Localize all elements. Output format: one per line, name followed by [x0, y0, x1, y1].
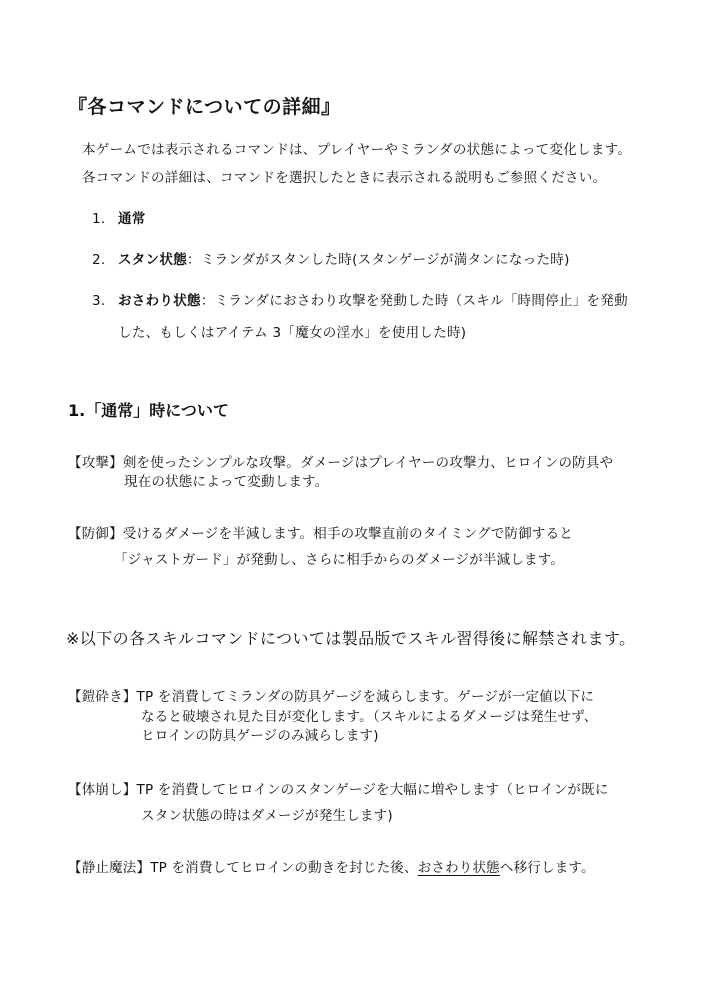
section-heading-normal: 1.「通常」時について — [68, 401, 229, 420]
command-tag: 【防御】 — [68, 526, 123, 542]
skill-description-end: へ移行します。 — [499, 860, 595, 876]
state-item-stun — [92, 248, 570, 268]
state-description: ミランダがスタンした時(スタンゲージが満タンになった時) — [200, 252, 570, 268]
command-description: 剣を使ったシンプルな攻撃。ダメージはプレイヤーの攻撃力、ヒロインの防具や — [122, 455, 614, 471]
command-attack-continued: 現在の状態によって変動します。 — [124, 474, 329, 490]
command-attack — [68, 451, 613, 471]
state-label: おさわり状態 — [118, 293, 201, 309]
state-label: スタン状態 — [118, 252, 187, 268]
skill-description: TP を消費してヒロインのスタンゲージを大幅に増やします（ヒロインが既に — [136, 782, 609, 798]
state-number: 3. — [92, 293, 106, 309]
page-title: 『各コマンドについての詳細』 — [68, 96, 341, 118]
state-separator: ： — [200, 293, 215, 309]
command-description: 受けるダメージを半減します。相手の攻撃直前のタイミングで防御すると — [122, 526, 574, 542]
state-number: 1. — [92, 211, 106, 227]
skill-body-break-line-2: スタン状態の時はダメージが発生します) — [141, 808, 393, 824]
skill-tag: 【静止魔法】 — [68, 860, 151, 876]
skill-armor-break — [68, 685, 594, 705]
touch-state-link[interactable]: おさわり状態 — [417, 860, 500, 876]
skill-tag: 【体崩し】 — [68, 782, 137, 798]
skill-description: TP を消費してミランダの防具ゲージを減らします。ゲージが一定値以下に — [136, 689, 595, 705]
skill-description: TP を消費してヒロインの動きを封じた後、 — [150, 860, 418, 876]
state-label: 通常 — [118, 211, 146, 227]
command-defend — [68, 522, 573, 542]
state-number: 2. — [92, 252, 106, 268]
skill-unlock-note: ※以下の各スキルコマンドについては製品版でスキル習得後に解禁されます。 — [66, 629, 636, 648]
skill-body-break — [68, 778, 609, 798]
skill-tag: 【鎧砕き】 — [68, 689, 137, 705]
state-item-touch — [92, 289, 628, 309]
command-tag: 【攻撃】 — [68, 455, 123, 471]
intro-line-1: 本ゲームでは表示されるコマンドは、プレイヤーやミランダの状態によって変化します。 — [82, 142, 632, 158]
skill-armor-break-line-2: なると破壊され見た目が変化します。（スキルによるダメージは発生せず、 — [141, 709, 598, 725]
skill-stop-magic — [68, 856, 595, 876]
state-description: ミランダにおさわり攻撃を発動した時（スキル「時間停止」を発動 — [214, 293, 628, 309]
command-defend-continued: 「ジャストガード」が発動し、さらに相手からのダメージが半減します。 — [114, 552, 565, 568]
state-description-continued: した、もしくはアイテム 3「魔女の淫水」を使用した時) — [118, 325, 467, 341]
skill-armor-break-line-3: ヒロインの防具ゲージのみ減らします) — [141, 728, 379, 744]
state-separator: ： — [187, 252, 201, 268]
intro-line-2: 各コマンドの詳細は、コマンドを選択したときに表示される説明もご参照ください。 — [82, 170, 607, 186]
state-item-normal — [92, 207, 146, 227]
